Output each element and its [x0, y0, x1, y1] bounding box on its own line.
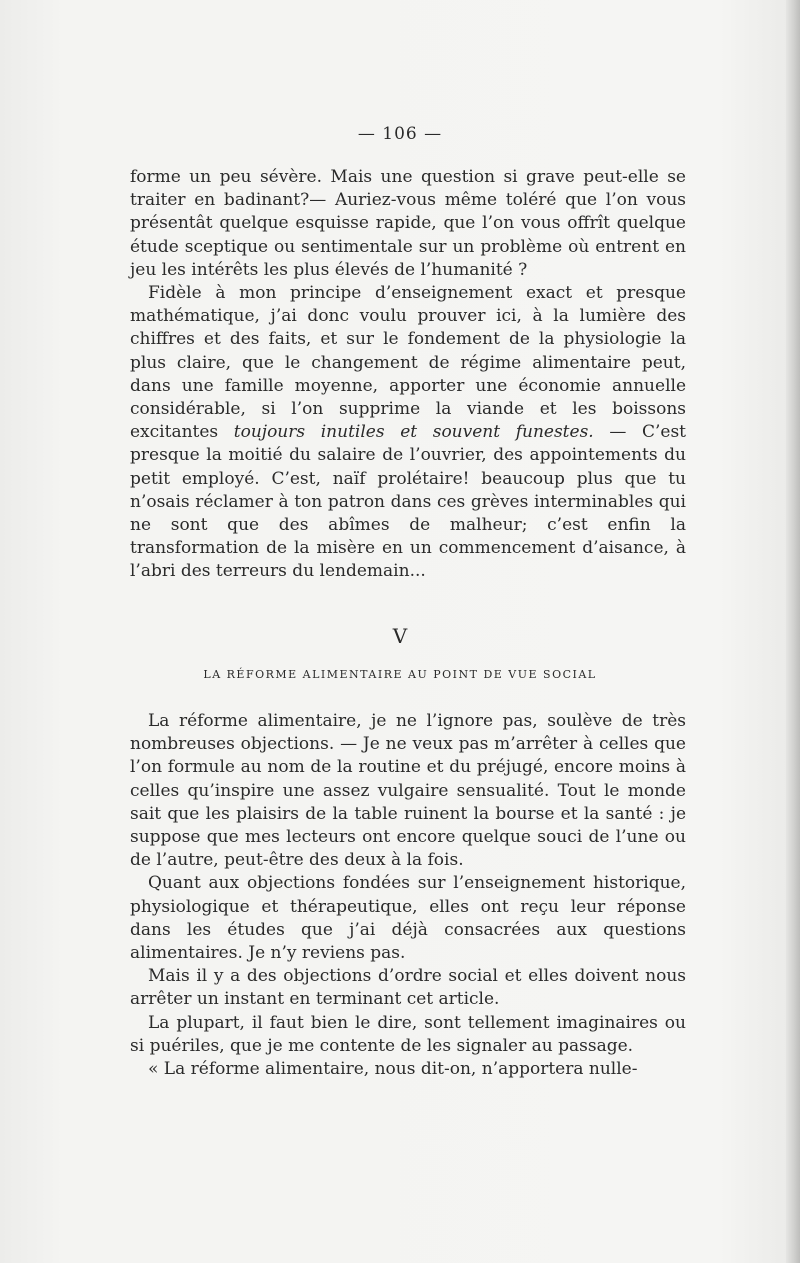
italic-text: toujours inutiles et souvent funestes. — [233, 422, 594, 443]
paragraph: Mais il y a des objections d’ordre social et elles doivent nous arrêter un instant en terminant cet article. — [130, 966, 686, 1010]
paragraph: La plupart, il faut bien le dire, sont tellement imaginaires ou si puériles, que je me contente de les signaler au passage. — [130, 1012, 686, 1056]
text-run: Fidèle à mon principe d’enseignement exact et presque mathématique, j’ai donc voulu prouver ici, à la lumière des chiffres et des faits, et sur le fondement de la physiologie la plus claire, que le changement de régime alimentaire peut, dans une famille moyenne, apporter une économie annuelle considérable, si l’on supprime la viande et les boissons excitantes — [130, 283, 686, 443]
text-block-bottom — [130, 710, 686, 1081]
text-run: — C’est presque la moitié du salaire de l’ouvrier, des appointements du petit employé. C’est, naïf prolétaire! beaucoup plus que tu n’osais réclamer à ton patron dans ces grèves interminables qui ne sont que des abîmes de malheur; c’est enfin la transformation de la misère en un commencement d’aisance, à l’abri des terreurs du lendemain... — [130, 422, 686, 582]
page-number: — 106 — — [357, 124, 443, 144]
text-block-top — [130, 166, 686, 584]
paragraph: « La réforme alimentaire, nous dit-on, n’apportera nulle- — [148, 1059, 638, 1080]
paragraph — [130, 282, 686, 584]
paragraph: Quant aux objections fondées sur l’enseignement historique, physiologique et thérapeutique, elles ont reçu leur réponse dans les études que j’ai déjà consacrées aux questions alimentaires. Je n’y reviens pas. — [130, 873, 686, 964]
section-title: LA RÉFORME ALIMENTAIRE AU POINT DE VUE SOCIAL — [203, 668, 597, 681]
paragraph: La réforme alimentaire, je ne l’ignore pas, soulève de très nombreuses objections. — Je ne veux pas m’arrêter à celles que l’on formule au nom de la routine et du préjugé, encore moins à celles qu’inspire une assez vulgaire sensualité. Tout le monde sait que les plaisirs de la table ruinent la bourse et la santé : je suppose que mes lecteurs ont encore quelque souci de l’une ou de l’autre, peut-être des deux à la fois. — [130, 711, 686, 871]
section-number: V — [392, 624, 408, 648]
paragraph: forme un peu sévère. Mais une question si grave peut-elle se traiter en badinant?— Auriez-vous même toléré que l’on vous présentât quelque esquisse rapide, que l’on vous offrît quelque étude sceptique ou sentimentale sur un problème où entrent en jeu les intérêts les plus élevés de l’humanité ? — [130, 167, 686, 280]
